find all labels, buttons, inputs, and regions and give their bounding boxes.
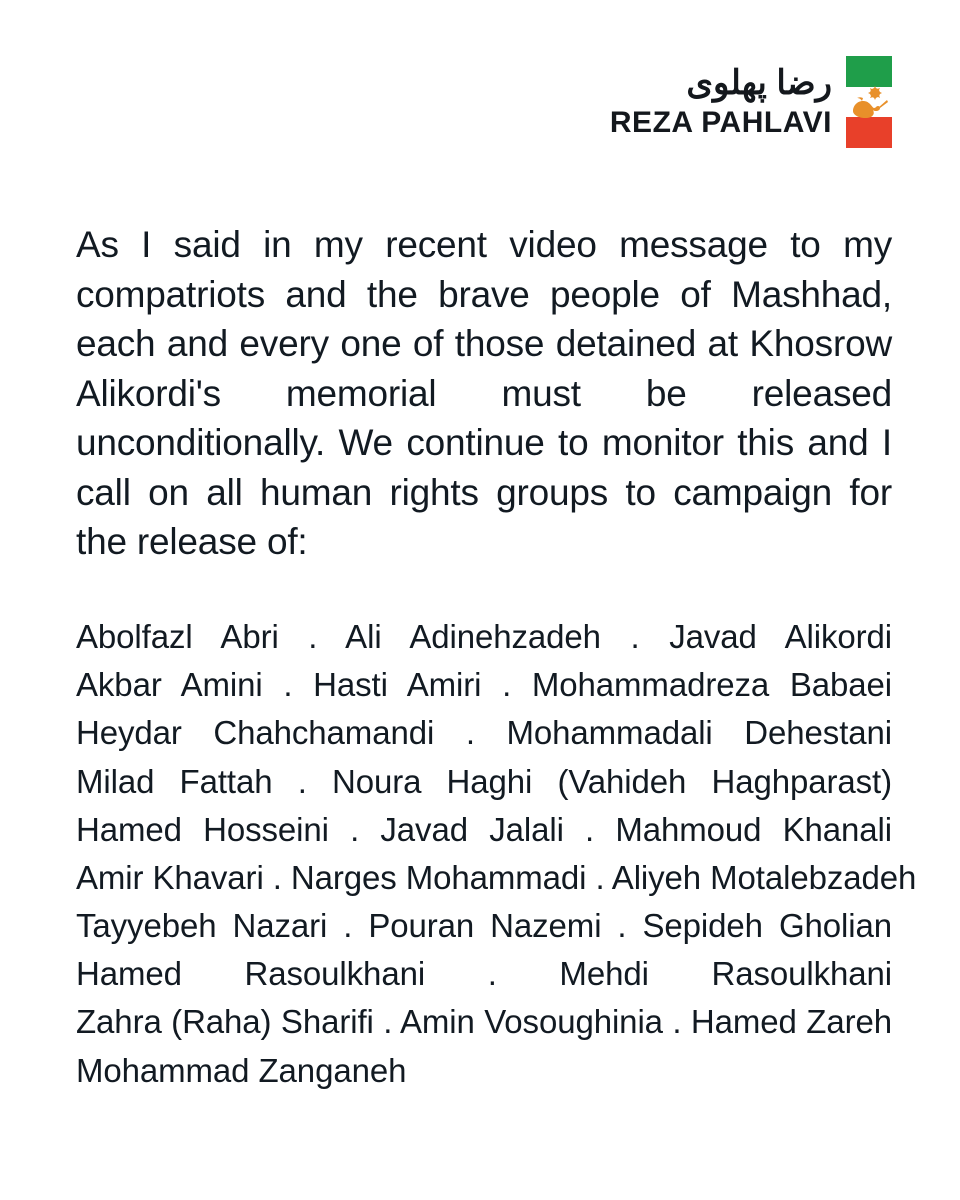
list-item: Abolfazl Abri . Ali Adinehzadeh . Javad Alikordi [76,618,892,656]
list-item: Amir Khavari . Narges Mohammadi . Aliyeh Motalebzadeh [76,858,917,896]
list-item: Akbar Amini . Hasti Amiri . Mohammadreza Babaei [76,666,892,704]
header [0,0,960,148]
content [0,148,960,1095]
list-item: Hamed Rasoulkhani . Mehdi Rasoulkhani [76,955,892,993]
brand-name-farsi: رضا پهلوی [686,64,832,102]
list-item: Zahra (Raha) Sharifi . Amin Vosoughinia . Hamed Zareh [76,1003,892,1041]
brand-text [610,66,832,138]
list-item: Heydar Chahchamandi . Mohammadali Dehestani [76,714,892,752]
list-item: Milad Fattah . Noura Haghi (Vahideh Haghparast) [76,762,892,800]
list-item: Tayyebeh Nazari . Pouran Nazemi . Sepideh Gholian [76,907,892,945]
list-item: Mohammad Zanganeh [76,1051,407,1089]
detainee-name-list [76,613,917,1095]
brand-lockup [610,56,892,148]
iran-flag-icon [846,56,892,148]
brand-name-latin: REZA PAHLAVI [609,106,832,139]
statement-text: As I said in my recent video message to my compatriots and the brave people of Mashhad, each and every one of those detained at Khosrow Alikordi's memorial must be released unconditionally. We continue to monitor this and I call on all human rights groups to campaign for the release of: [76,224,892,563]
lion-and-sun-icon [846,56,892,148]
list-item: Hamed Hosseini . Javad Jalali . Mahmoud Khanali [76,810,892,848]
